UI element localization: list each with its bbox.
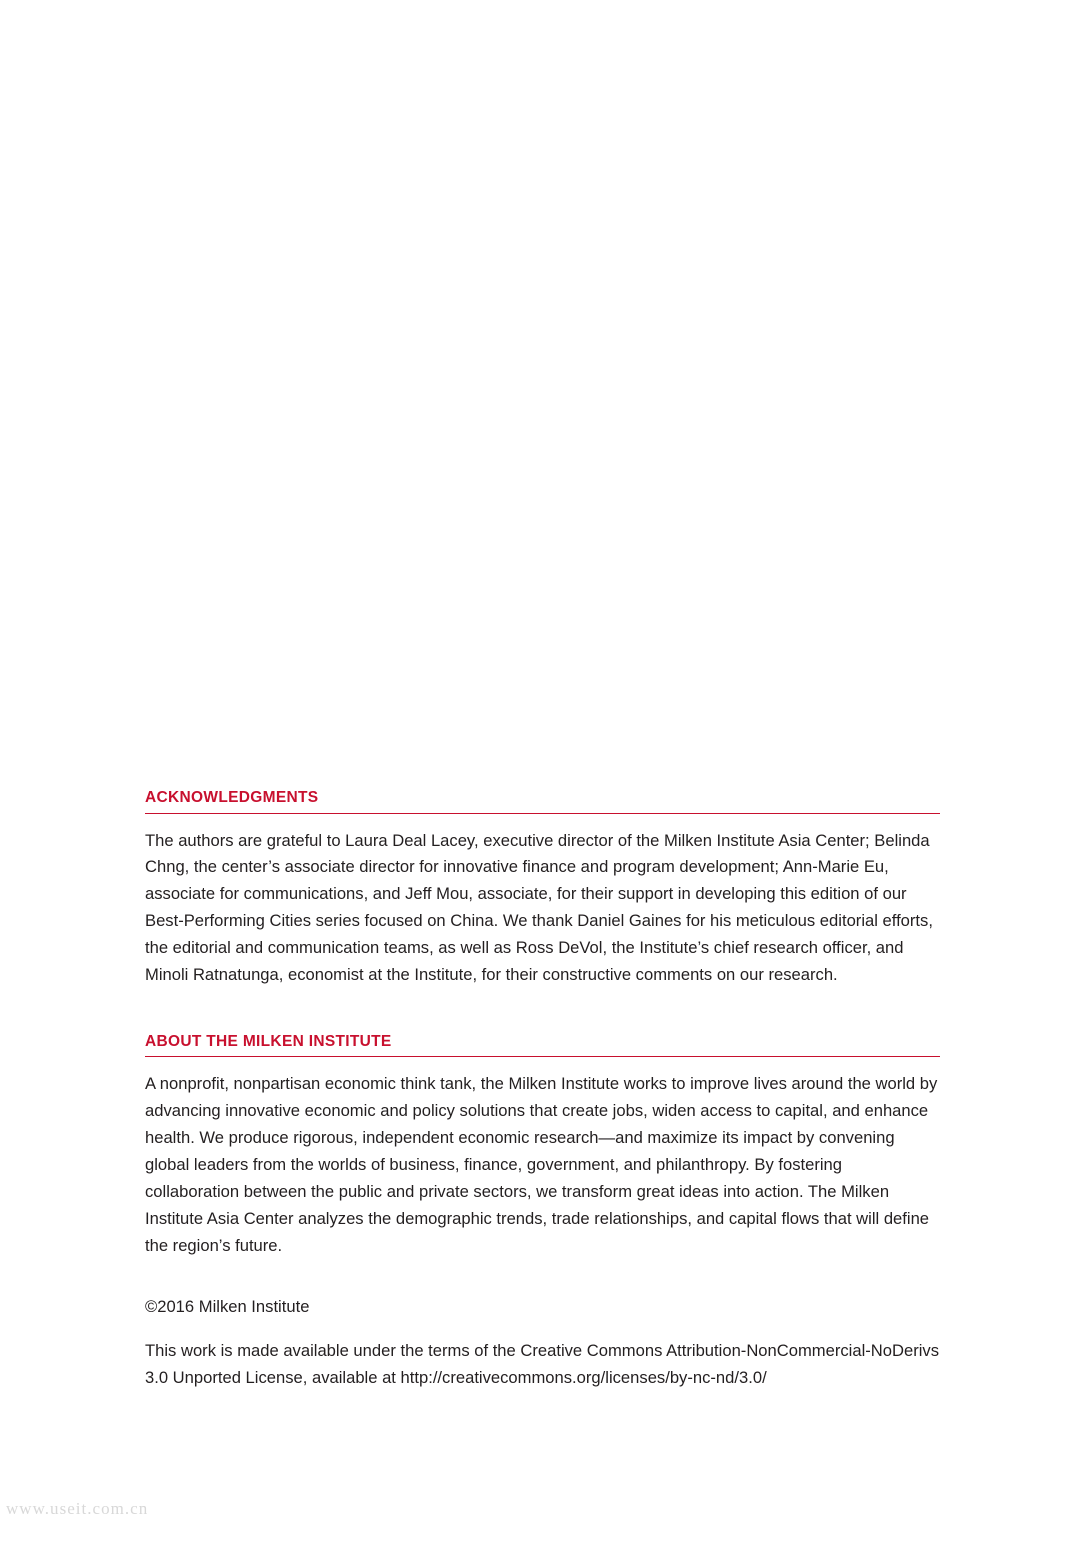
about-paragraph: A nonprofit, nonpartisan economic think tank, the Milken Institute works to improve lives around the world by advancing innovative economic and policy solutions that create jobs, widen access to capital, and enhance health. We produce rigorous, independent economic research—and maximize its impact by convening global leaders from the worlds of business, finance, government, and philanthropy. By fostering collaboration between the public and private sectors, we transform great ideas into action. The Milken Institute Asia Center analyzes the demographic trends, trade relationships, and capital flows that will define the region’s future. — [145, 1074, 938, 1255]
legal-section — [145, 1294, 940, 1393]
acknowledgments-heading: ACKNOWLEDGMENTS — [145, 789, 319, 806]
about-heading: ABOUT THE MILKEN INSTITUTE — [145, 1032, 392, 1050]
about-section — [145, 1033, 940, 1260]
license-notice: This work is made available under the terms of the Creative Commons Attribution-NonCommercial-NoDerivs 3.0 Unported License, available at http://creativecommons.org/licenses/by-nc-nd/3.0/ — [145, 1341, 940, 1388]
site-watermark: www.useit.com.cn — [6, 1499, 149, 1518]
acknowledgments-section — [145, 789, 940, 989]
page-content — [145, 789, 940, 1392]
acknowledgments-divider — [145, 813, 940, 814]
acknowledgments-paragraph: The authors are grateful to Laura Deal Lacey, executive director of the Milken Institute Asia Center; Belinda Chng, the center’s associate director for innovative finance and program development; Ann-Marie Eu, associate for communications, and Jeff Mou, associate, for their support in developing this edition of our Best-Performing Cities series focused on China. We thank Daniel Gaines for his meticulous editorial efforts, the editorial and communication teams, as well as Ross DeVol, the Institute’s chief research officer, and Minoli Ratnatunga, economist at the Institute, for their constructive comments on our research. — [145, 830, 933, 984]
copyright-notice: ©2016 Milken Institute — [145, 1296, 310, 1316]
about-divider — [145, 1056, 940, 1057]
